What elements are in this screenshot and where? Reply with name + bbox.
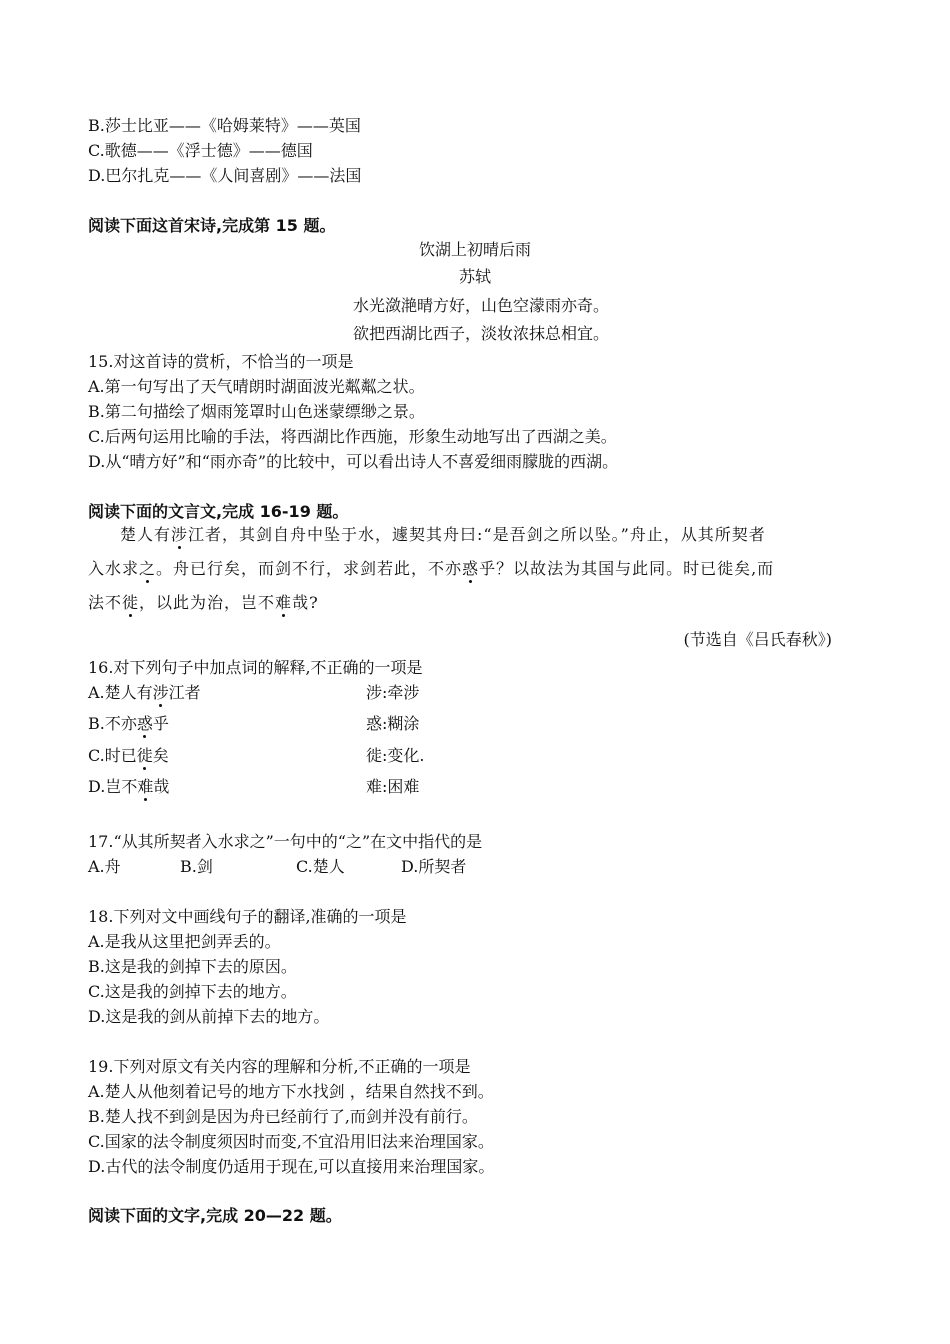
q16-gloss: 涉:牵涉 bbox=[366, 683, 420, 702]
q18-option-b: B.这是我的剑掉下去的原因。 bbox=[88, 957, 297, 976]
dotted-word: 涉 bbox=[152, 683, 169, 702]
q17-option-b: B.剑 bbox=[180, 857, 213, 876]
dotted-word: 惑 bbox=[136, 714, 153, 733]
q17-option-d: D.所契者 bbox=[401, 857, 467, 876]
passage-line-1: 楚人有涉江者，其剑自舟中坠于水，遽契其舟曰:“是吾剑之所以坠。”舟止，从其所契者 bbox=[120, 525, 766, 544]
dotted-word: 涉 bbox=[171, 525, 189, 544]
q19-option-c: C.国家的法令制度须因时而变,不宜沿用旧法来治理国家。 bbox=[88, 1132, 494, 1151]
q16-option-c: C.时已徙矣 徙:变化. bbox=[88, 744, 169, 768]
dotted-word: 难 bbox=[275, 593, 293, 612]
q14-option-d: D.巴尔扎克——《人间喜剧》——法国 bbox=[88, 166, 362, 185]
q17-option-a: A.舟 bbox=[88, 857, 121, 876]
q18-option-a: A.是我从这里把剑弄丢的。 bbox=[88, 932, 281, 951]
q17-stem: 17.“从其所契者入水求之”一句中的“之”在文中指代的是 bbox=[88, 832, 483, 851]
q16-option-d: D.岂不难哉 难:困难 bbox=[88, 775, 169, 799]
q19-option-b: B.楚人找不到剑是因为舟已经前行了,而剑并没有前行。 bbox=[88, 1107, 478, 1126]
poem-section-heading: 阅读下面这首宋诗,完成第 15 题。 bbox=[88, 216, 336, 235]
classical-section-heading: 阅读下面的文言文,完成 16-19 题。 bbox=[88, 502, 349, 521]
q16-option-b: B.不亦惑乎 惑:糊涂 bbox=[88, 712, 169, 736]
q14-option-c: C.歌德——《浮士德》——德国 bbox=[88, 141, 313, 160]
q16-option-a: A.楚人有涉江者 涉:牵涉 bbox=[88, 681, 201, 705]
passage-line-2: 入水求之。舟已行矣，而剑不行，求剑若此，不亦惑乎？以故法为其国与此同。时已徙矣,而 bbox=[88, 559, 775, 578]
poem-line: 水光潋滟晴方好，山色空濛雨亦奇。 bbox=[352, 296, 609, 315]
passage-source: (节选自《吕氏春秋》) bbox=[683, 630, 832, 649]
q16-stem: 16.对下列句子中加点词的解释,不正确的一项是 bbox=[88, 658, 423, 677]
q18-option-c: C.这是我的剑掉下去的地方。 bbox=[88, 982, 297, 1001]
poem-line: 欲把西湖比西子，淡妆浓抹总相宜。 bbox=[352, 324, 609, 343]
dotted-word: 难 bbox=[137, 777, 154, 796]
passage-line-3: 法不徙，以此为治，岂不难哉? bbox=[88, 593, 319, 612]
q18-stem: 18.下列对文中画线句子的翻译,准确的一项是 bbox=[88, 907, 407, 926]
poem-title: 饮湖上初晴后雨 bbox=[418, 240, 531, 259]
q16-gloss: 难:困难 bbox=[366, 777, 420, 796]
q17-option-c: C.楚人 bbox=[296, 857, 345, 876]
q18-option-d: D.这是我的剑从前掉下去的地方。 bbox=[88, 1007, 330, 1026]
q19-option-d: D.古代的法令制度仍适用于现在,可以直接用来治理国家。 bbox=[88, 1157, 495, 1176]
dotted-word: 徙 bbox=[122, 593, 140, 612]
dotted-word: 徙 bbox=[136, 746, 153, 765]
q16-gloss: 徙:变化. bbox=[366, 746, 425, 765]
q14-option-b: B.莎士比亚——《哈姆莱特》——英国 bbox=[88, 116, 361, 135]
q15-option-d: D.从“晴方好”和“雨亦奇”的比较中，可以看出诗人不喜爱细雨朦胧的西湖。 bbox=[88, 452, 619, 471]
q15-option-b: B.第二句描绘了烟雨笼罩时山色迷蒙缥缈之景。 bbox=[88, 402, 425, 421]
q19-stem: 19.下列对原文有关内容的理解和分析,不正确的一项是 bbox=[88, 1057, 471, 1076]
dotted-word: 之 bbox=[139, 559, 157, 578]
q17-options bbox=[88, 855, 588, 879]
q15-stem: 15.对这首诗的赏析，不恰当的一项是 bbox=[88, 352, 354, 371]
q19-option-a: A.楚人从他刻着记号的地方下水找剑 ，结果自然找不到。 bbox=[88, 1082, 494, 1101]
next-section-heading: 阅读下面的文字,完成 20—22 题。 bbox=[88, 1206, 342, 1225]
dotted-word: 惑 bbox=[462, 559, 480, 578]
q15-option-a: A.第一句写出了天气晴朗时湖面波光粼粼之状。 bbox=[88, 377, 425, 396]
q15-option-c: C.后两句运用比喻的手法，将西湖比作西施，形象生动地写出了西湖之美。 bbox=[88, 427, 617, 446]
q16-gloss: 惑:糊涂 bbox=[366, 714, 420, 733]
poem-author: 苏轼 bbox=[458, 267, 491, 286]
